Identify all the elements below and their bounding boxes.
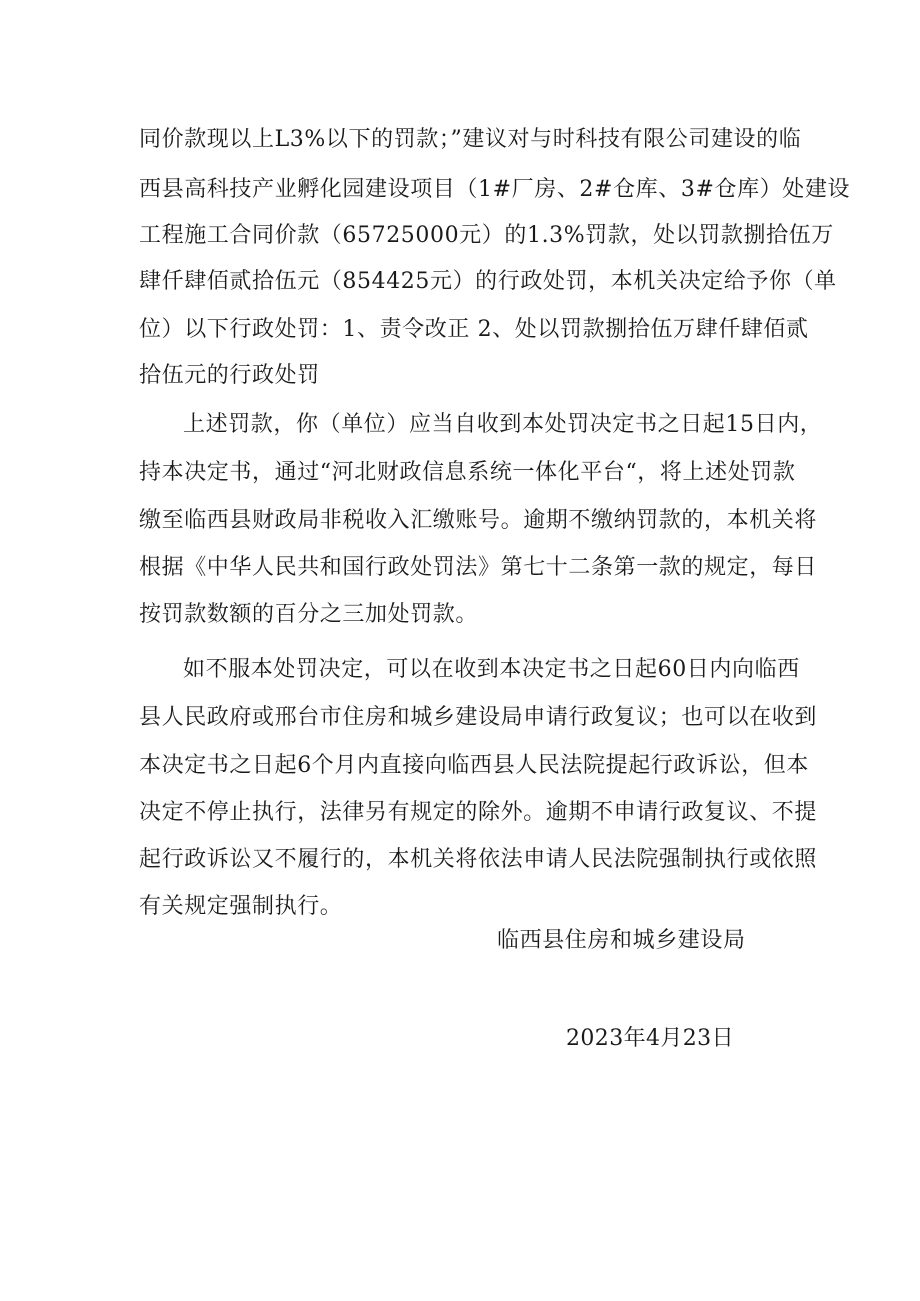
text-line: 有关规定强制执行。 [139, 894, 343, 919]
text-line: 持本决定书，通过“河北财政信息系统一体化平台“，将上述处罚款 [139, 460, 796, 485]
text-line: 缴至临西县财政局非税收入汇缴账号。逾期不缴纳罚款的，本机关将 [139, 508, 818, 533]
text-line: 县人民政府或邢台市住房和城乡建设局申请行政复议；也可以在收到 [139, 705, 818, 730]
text-line: 根据《中华人民共和国行政处罚法》第七十二条第一款的规定，每日 [139, 555, 818, 580]
text-line: 按罚款数额的百分之三加处罚款。 [139, 602, 479, 627]
text-line: 决定不停止执行，法律另有规定的除外。逾期不申请行政复议、不提 [139, 800, 818, 825]
text-line: 如不服本处罚决定，可以在收到本决定书之日起60日内向临西 [183, 657, 800, 682]
text-line: 本决定书之日起6个月内直接向临西县人民法院提起行政诉讼，但本 [139, 753, 809, 778]
text-line: 上述罚款，你（单位）应当自收到本处罚决定书之日起15日内， [183, 412, 823, 437]
text-line: 工程施工合同价款（65725000元）的1.3%罚款，处以罚款捌拾伍万 [139, 223, 834, 248]
issue-date: 2023年4月23日 [566, 1026, 734, 1051]
text-line: 位）以下行政处罚：1、责令改正 2、处以罚款捌拾伍万肆仟肆佰贰 [139, 317, 809, 342]
text-line: 西县高科技产业孵化园建设项目（1#厂房、2#仓库、3#仓库）处建设 [139, 177, 851, 202]
text-line: 拾伍元的行政处罚 [139, 363, 320, 388]
text-line: 起行政诉讼又不履行的，本机关将依法申请人民法院强制执行或依照 [139, 847, 818, 872]
text-line: 肆仟肆佰贰拾伍元（854425元）的行政处罚，本机关决定给予你（单 [139, 269, 837, 294]
text-line: 同价款现以上L3%以下的罚款；”建议对与时科技有限公司建设的临 [139, 127, 802, 152]
issuing-authority: 临西县住房和城乡建设局 [497, 928, 746, 953]
